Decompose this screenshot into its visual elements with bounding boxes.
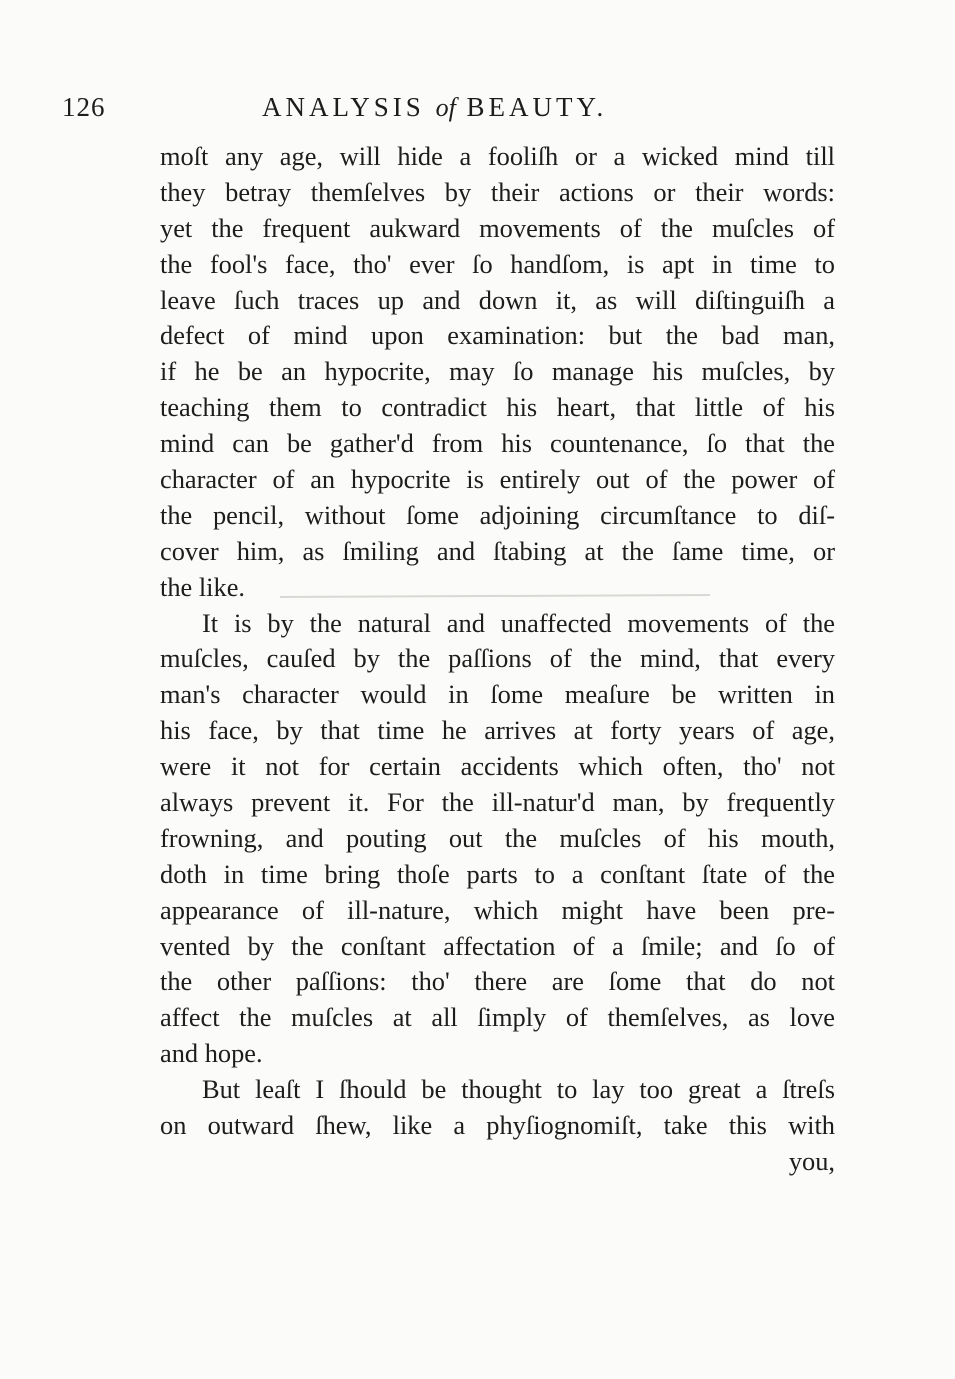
text-line: muſcles, cauſed by the paſſions of the mind, that every	[160, 643, 835, 674]
body-text	[160, 139, 835, 1180]
text-line: cover him, as ſmiling and ſtabing at the ſame time, or	[160, 535, 835, 566]
text-line: the like.	[160, 571, 246, 602]
paragraph-start-line: It is by the natural and unaffected movements of the	[202, 607, 835, 638]
text-line: affect the muſcles at all ſimply of themſelves, as love	[160, 1002, 835, 1033]
text-line: the pencil, without ſome adjoining circumſtance to diſ-	[160, 499, 835, 530]
text-line: if he be an hypocrite, may ſo manage his muſcles, by	[160, 356, 835, 387]
page-number: 126	[62, 92, 106, 122]
title-beauty: BEAUTY.	[466, 92, 608, 122]
text-line: always prevent it. For the ill-natur'd man, by frequently	[160, 787, 835, 818]
text-line: character of an hypocrite is entirely out of the power of	[160, 464, 835, 495]
text-line: man's character would in ſome meaſure be written in	[160, 679, 835, 710]
text-line: teaching them to contradict his heart, that little of his	[160, 392, 835, 423]
text-line: appearance of ill-nature, which might have been pre-	[160, 894, 835, 925]
text-line: his face, by that time he arrives at forty years of age,	[160, 715, 835, 746]
text-line: yet the frequent aukward movements of the muſcles of	[160, 212, 835, 243]
text-line: frowning, and pouting out the muſcles of his mouth,	[160, 822, 835, 853]
title-analysis: ANALYSIS	[262, 92, 425, 122]
text-line: leave ſuch traces up and down it, as will diſtinguiſh a	[160, 284, 835, 315]
text-line: were it not for certain accidents which often, tho' not	[160, 751, 835, 782]
text-line: the other paſſions: tho' there are ſome that do not	[160, 966, 835, 997]
text-line: moſt any age, will hide a fooliſh or a wicked mind till	[160, 141, 835, 171]
running-title	[262, 92, 607, 123]
title-of: of	[435, 93, 456, 122]
catchword-line: you,	[788, 1145, 835, 1176]
text-line: they betray themſelves by their actions or their words:	[160, 176, 835, 207]
text-line: vented by the conſtant affectation of a ſmile; and ſo of	[160, 930, 835, 961]
text-line: defect of mind upon examination: but the bad man,	[160, 320, 835, 351]
text-line: doth in time bring thoſe parts to a conſtant ſtate of the	[160, 858, 835, 889]
text-line: the fool's face, tho' ever ſo handſom, is apt in time to	[160, 248, 835, 279]
text-line: mind can be gather'd from his countenance, ſo that the	[160, 428, 835, 459]
paragraph-start-line: But leaſt I ſhould be thought to lay too great a ſtreſs	[202, 1074, 835, 1105]
page-header	[62, 92, 842, 132]
text-line: and hope.	[160, 1038, 263, 1069]
text-line: on outward ſhew, like a phyſiognomiſt, take this with	[160, 1110, 835, 1141]
